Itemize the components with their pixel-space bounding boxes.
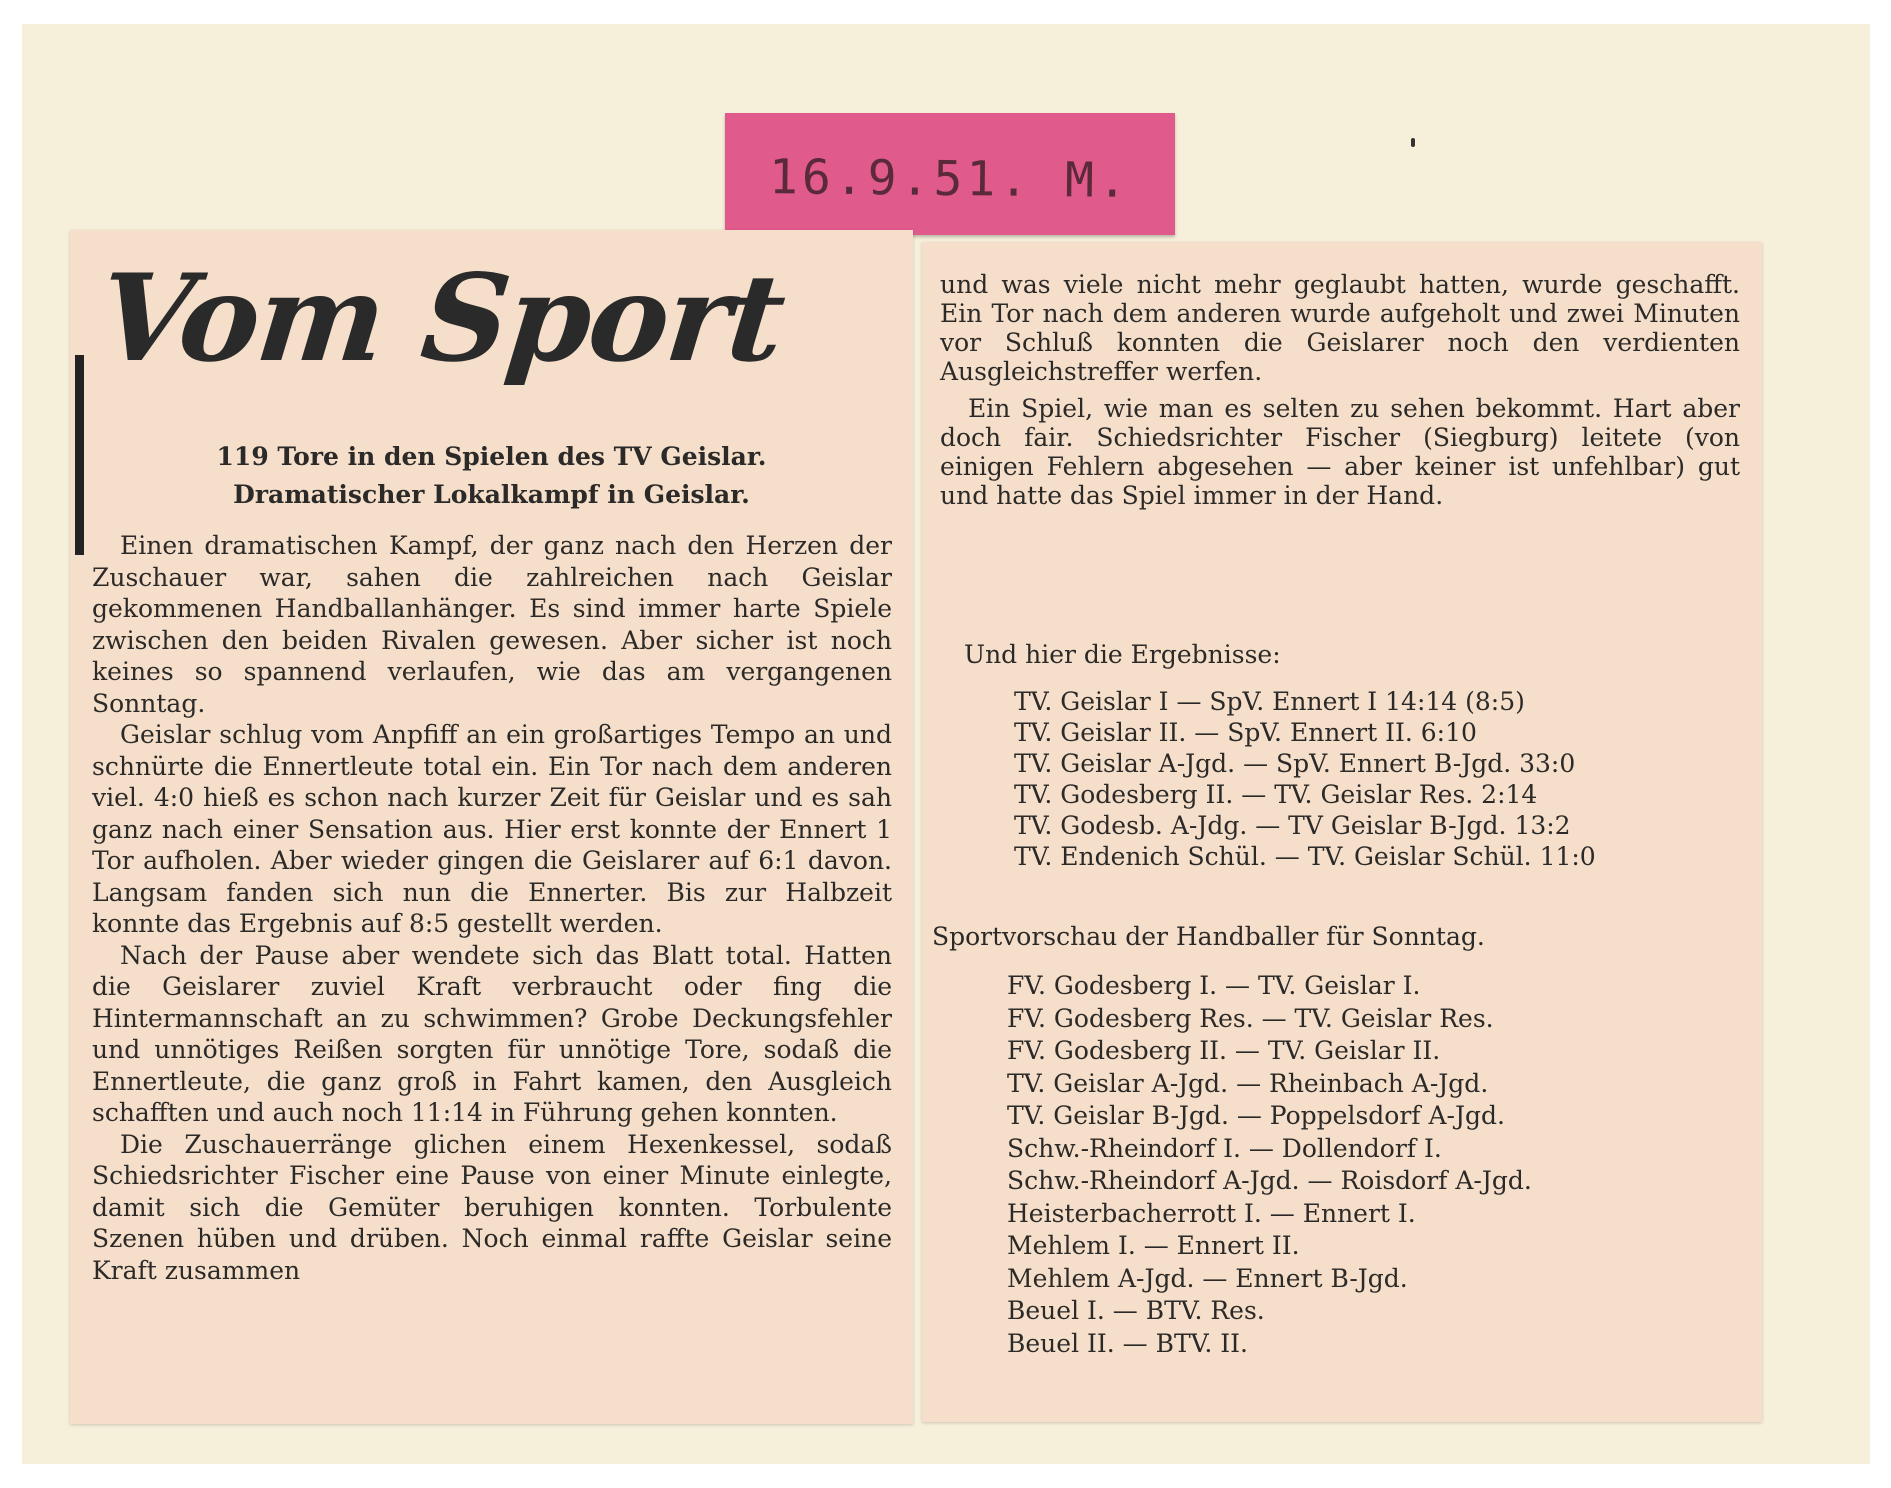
result-item: TV. Godesberg II. — TV. Geislar Res. 2:14 (1014, 780, 1538, 809)
clipping-right (922, 242, 1762, 1422)
date-text: 16.9.51. M. (768, 149, 1132, 209)
headline: Vom Sport (92, 248, 790, 389)
result-item: TV. Geislar I — SpV. Ennert I 14:14 (8:5) (1014, 687, 1525, 716)
article-right (940, 270, 1740, 510)
results-list (1014, 686, 1596, 872)
paragraph: Einen dramatischen Kampf, der ganz nach den Herzen der Zuschauer war, sahen die zahlreichen nach Geislar gekommenen Handballanhänger. Es sind immer harte Spiele zwischen den beiden Rivalen gewesen. Aber sicher ist noch keines so spannend verlaufen, wie das am vergangenen Sonntag. (92, 531, 892, 718)
article-left (92, 530, 892, 1286)
result-item: TV. Geislar A-Jgd. — SpV. Ennert B-Jgd. 33:0 (1014, 749, 1576, 778)
clipping-left (70, 230, 913, 1424)
preview-item: Mehlem A-Jgd. — Ennert B-Jgd. (1007, 1263, 1408, 1293)
paragraph: Ein Spiel, wie man es selten zu sehen bekommt. Hart aber doch fair. Schiedsrichter Fischer (Siegburg) leitete (von einigen Fehlern abgesehen — aber keiner ist unfehlbar) gut und hatte das Spiel immer in der Hand. (940, 394, 1740, 510)
preview-item: TV. Geislar B-Jgd. — Poppelsdorf A-Jgd. (1007, 1101, 1505, 1130)
subheadline-2: Dramatischer Lokalkampf in Geislar. (233, 480, 750, 509)
subheadline-1: 119 Tore in den Spielen des TV Geislar. (216, 442, 767, 471)
result-item: TV. Godesb. A-Jdg. — TV Geislar B-Jgd. 13:2 (1014, 811, 1571, 840)
results-title: Und hier die Ergebnisse: (964, 640, 1281, 669)
paragraph: Nach der Pause aber wendete sich das Blatt total. Hatten die Geislarer zuviel Kraft verbraucht oder fing die Hintermannschaft an zu schwimmen? Grobe Deckungsfehler und unnötiges Reißen sorgten für unnötige Tore, sodaß die Ennertleute, die ganz groß in Fahrt kamen, den Ausgleich schafften und auch noch 11:14 in Führung gehen konnten. (92, 940, 892, 1127)
preview-item: TV. Geislar A-Jgd. — Rheinbach A-Jgd. (1007, 1068, 1489, 1098)
preview-item: Mehlem I. — Ennert II. (1007, 1231, 1300, 1260)
preview-item: Schw.-Rheindorf I. — Dollendorf I. (1007, 1133, 1442, 1163)
preview-list (1007, 970, 1532, 1360)
paragraph: Die Zuschauerränge glichen einem Hexenkessel, sodaß Schiedsrichter Fischer eine Pause von einer Minute einlegte, damit sich die Gemüter beruhigen konnten. Torbulente Szenen hüben und drüben. Noch einmal raffte Geislar seine Kraft zusammen (92, 1129, 892, 1285)
result-item: TV. Endenich Schül. — TV. Geislar Schül. 11:0 (1014, 842, 1596, 871)
preview-item: FV. Godesberg Res. — TV. Geislar Res. (1007, 1003, 1494, 1033)
preview-title: Sportvorschau der Handballer für Sonntag. (932, 922, 1485, 951)
ink-speck (1411, 138, 1415, 147)
preview-item: FV. Godesberg II. — TV. Geislar II. (1007, 1036, 1441, 1065)
preview-item: Schw.-Rheindorf A-Jgd. — Roisdorf A-Jgd. (1007, 1166, 1532, 1195)
preview-item: Beuel I. — BTV. Res. (1007, 1296, 1265, 1325)
date-label (725, 113, 1175, 235)
preview-item: Heisterbacherrott I. — Ennert I. (1007, 1198, 1416, 1228)
result-item: TV. Geislar II. — SpV. Ennert II. 6:10 (1014, 718, 1477, 747)
preview-item: Beuel II. — BTV. II. (1007, 1328, 1248, 1358)
preview-item: FV. Godesberg I. — TV. Geislar I. (1007, 971, 1421, 1000)
paragraph: Geislar schlug vom Anpfiff an ein großartiges Tempo an und schnürte die Ennertleute total ein. Ein Tor nach dem anderen viel. 4:0 hieß es schon nach kurzer Zeit für Geislar und es sah ganz nach einer Sensation aus. Hier erst konnte der Ennert 1 Tor aufholen. Aber wieder gingen die Geislarer auf 6:1 davon. Langsam fanden sich nun die Ennerter. Bis zur Halbzeit konnte das Ergebnis auf 8:5 gestellt werden. (92, 720, 892, 938)
paragraph: und was viele nicht mehr geglaubt hatten, wurde geschafft. Ein Tor nach dem anderen wurde aufgeholt und zwei Minuten vor Schluß konnten die Geislarer noch den verdienten Ausgleichstreffer werfen. (940, 270, 1740, 386)
